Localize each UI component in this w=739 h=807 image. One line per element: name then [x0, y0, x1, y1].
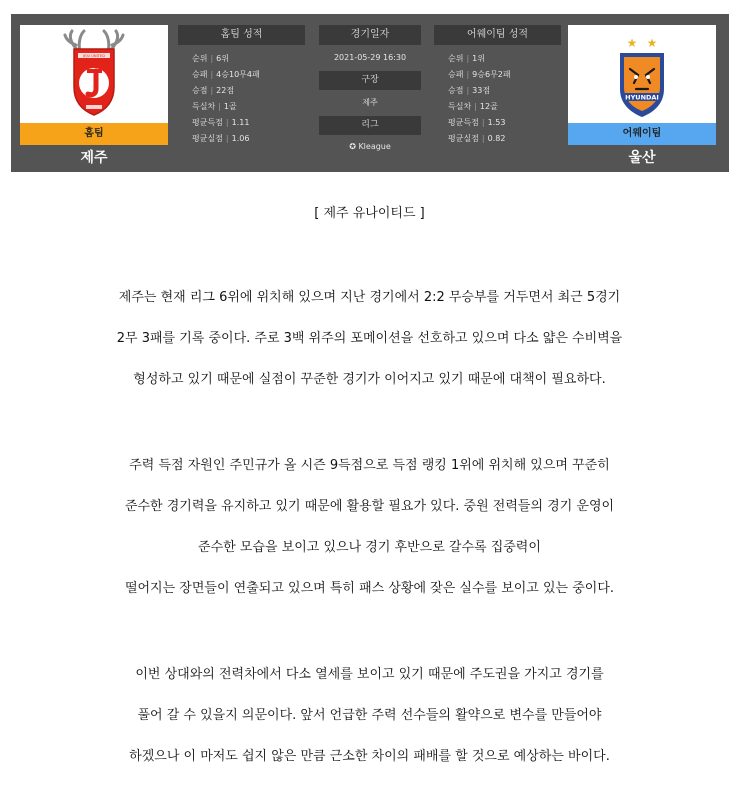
kleague-icon: ✪	[349, 142, 356, 151]
star-icon: ★	[646, 36, 658, 50]
stat-label: 승점	[192, 86, 208, 95]
home-stats-list	[178, 51, 305, 147]
stat-value: 1위	[472, 54, 485, 63]
league-title: 리그	[319, 116, 421, 135]
home-team-tag: 홈팀	[20, 123, 168, 145]
home-stats-title: 홈팀 성적	[178, 25, 305, 45]
article-line: 형성하고 있기 때문에 실점이 꾸준한 경기가 이어지고 있기 때문에 대책이 필요하다.	[133, 372, 606, 387]
article-line: 제주는 현재 리그 6위에 위치해 있으며 지난 경기에서 2:2 무승부를 거두면서 최근 5경기	[118, 290, 621, 305]
away-stats-list	[434, 51, 561, 147]
match-info-board	[11, 14, 729, 172]
home-team-card	[20, 25, 168, 173]
article-line: 준수한 경기력을 유지하고 있기 때문에 활용할 필요가 있다. 중원 전력들의 경기 운영이	[124, 499, 615, 514]
stat-row: 평균득점 | 1.11	[192, 118, 250, 127]
stat-row: 평균득점 | 1.53	[448, 118, 506, 127]
away-team-card	[568, 25, 716, 173]
stat-label: 순위	[448, 54, 464, 63]
ulsan-logo-text: HYUNDAI	[625, 93, 659, 102]
venue-title: 구장	[319, 71, 421, 90]
stat-value: 33점	[472, 86, 491, 95]
away-team-logo-box	[568, 25, 716, 123]
stat-label: 승점	[448, 86, 464, 95]
article-heading: [ 제주 유나이티드 ]	[314, 206, 425, 221]
article-line: 2무 3패를 기록 중이다. 주로 3백 위주의 포메이션을 선호하고 있으며 다소 얇은 수비벽을	[116, 331, 623, 346]
away-stats-title: 어웨이팀 성적	[434, 25, 561, 45]
article-line: 준수한 모습을 보이고 있으나 경기 후반으로 갈수록 집중력이	[198, 540, 541, 555]
stat-value: 0.82	[487, 134, 506, 143]
home-team-name: 제주	[80, 150, 108, 166]
match-info-panel	[319, 25, 421, 157]
stat-row: 득실차 | 12골	[448, 102, 498, 111]
article-line: 이번 상대와의 전력차에서 다소 열세를 보이고 있기 때문에 주도권을 가지고 경기를	[135, 667, 604, 682]
stat-label: 순위	[192, 54, 208, 63]
stat-value: 1.11	[231, 118, 250, 127]
article-line: 떨어지는 장면들이 연출되고 있으며 특히 패스 상황에 잦은 실수를 보이고 있는 중이다.	[124, 581, 615, 596]
stat-label: 득실차	[448, 102, 472, 111]
stat-row: 승점 | 22점	[192, 86, 235, 95]
stat-value: 12골	[479, 102, 498, 111]
stat-row: 평균실점 | 1.06	[192, 134, 250, 143]
match-date-title: 경기일자	[319, 25, 421, 45]
league-value: Kleague	[358, 142, 391, 151]
match-date: 2021-05-29 16:30	[333, 53, 407, 62]
league-row	[319, 137, 421, 157]
stat-value: 6위	[216, 54, 229, 63]
stat-row: 승패 | 9승6무2패	[448, 70, 511, 79]
away-team-name: 울산	[628, 150, 656, 166]
away-team-tag: 어웨이팀	[568, 123, 716, 145]
stat-label: 평균실점	[448, 134, 479, 143]
stat-value: 1.06	[231, 134, 250, 143]
stat-label: 평균득점	[448, 118, 479, 127]
stat-row: 승패 | 4승10무4패	[192, 70, 260, 79]
stat-value: 4승10무4패	[216, 70, 260, 79]
stat-label: 승패	[192, 70, 208, 79]
stat-row: 평균실점 | 0.82	[448, 134, 506, 143]
stat-label: 득실차	[192, 102, 216, 111]
stat-value: 9승6무2패	[472, 70, 511, 79]
article-line: 하겠으나 이 마저도 쉽지 않은 만큼 근소한 차이의 패배를 할 것으로 예상하는 바이다.	[129, 749, 610, 764]
star-icon: ★	[626, 36, 638, 50]
stat-label: 평균실점	[192, 134, 223, 143]
stat-value: 1골	[223, 102, 237, 111]
stat-label: 평균득점	[192, 118, 223, 127]
home-team-logo-box	[20, 25, 168, 123]
ulsan-hyundai-logo	[568, 25, 716, 123]
home-stats-panel	[178, 25, 305, 147]
jeju-united-logo	[20, 25, 168, 123]
article-line: 풀어 갈 수 있을지 의문이다. 앞서 언급한 주력 선수들의 활약으로 변수를 만들어야	[137, 708, 602, 723]
stat-row: 득실차 | 1골	[192, 102, 237, 111]
jeju-logo-text: JEJU UNITED	[83, 54, 105, 58]
venue-value: 제주	[362, 98, 378, 107]
stat-row: 승점 | 33점	[448, 86, 491, 95]
stat-row: 순위 | 6위	[192, 54, 229, 63]
stat-value: 22점	[216, 86, 235, 95]
stat-label: 승패	[448, 70, 464, 79]
away-stats-panel	[434, 25, 561, 147]
stat-row: 순위 | 1위	[448, 54, 485, 63]
article-line: 주력 득점 자원인 주민규가 올 시즌 9득점으로 득점 랭킹 1위에 위치해 있으며 꾸준히	[129, 458, 610, 473]
stat-value: 1.53	[487, 118, 506, 127]
